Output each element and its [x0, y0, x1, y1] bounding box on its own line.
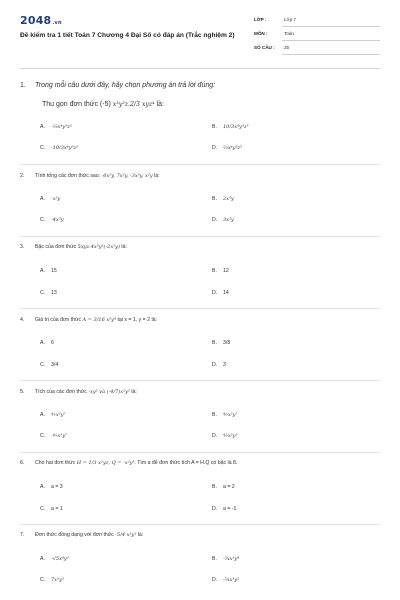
question-divider	[20, 452, 380, 453]
option-4b[interactable]	[212, 340, 230, 346]
option-value: 12	[223, 268, 229, 274]
option-expression: -⁴⁄₇x³y⁷	[51, 433, 68, 439]
question-lead: Giá trị của đơn thức	[35, 317, 82, 323]
question-number: 5.	[20, 389, 25, 395]
option-value: 3	[223, 362, 226, 368]
option-value: 15	[51, 268, 57, 274]
question-end: tại x = 1, y = 2 là:	[117, 317, 157, 323]
question-number: 6.	[20, 460, 25, 466]
option-letter: C.	[40, 362, 46, 368]
subtext-lead: Thu gọn đơn thức (-5)	[42, 101, 111, 108]
option-expression: ⁴⁄₇x³y⁵	[223, 433, 238, 439]
option-letter: A.	[40, 196, 45, 202]
option-letter: B.	[212, 484, 217, 490]
meta-underline	[282, 54, 380, 55]
question-end: là:	[154, 173, 160, 179]
option-expression: ⁴⁄₇x²y⁷	[223, 412, 238, 418]
option-letter: D.	[212, 577, 218, 583]
option-expression: -10/3x⁴y³z⁵	[51, 145, 79, 151]
meta-label: MÔN :	[254, 31, 268, 36]
option-value: a = 2	[223, 484, 235, 490]
option-6a[interactable]	[40, 484, 63, 490]
option-7a[interactable]	[40, 556, 69, 562]
option-letter: C.	[40, 290, 46, 296]
option-letter: D.	[212, 145, 218, 151]
option-expression: -x⁵y	[51, 196, 61, 202]
option-5d[interactable]	[212, 433, 238, 439]
meta-label: LỚP :	[254, 17, 267, 22]
site-logo[interactable]	[20, 14, 62, 27]
meta-underline	[282, 40, 380, 41]
option-value: a = 1	[51, 506, 63, 512]
option-7b[interactable]	[212, 556, 239, 562]
option-expression: -⁵⁄₄x³y²	[223, 577, 240, 583]
option-3d[interactable]	[212, 290, 229, 296]
option-expression: 3x⁵y	[223, 217, 234, 223]
question-text: Trong mỗi câu dưới đây, hãy chọn phương án trả lời đúng:	[35, 82, 216, 89]
option-1c[interactable]	[40, 145, 78, 151]
logo-main: 2048	[20, 14, 52, 27]
meta-value: Lớp 7	[284, 17, 296, 22]
header-divider	[20, 68, 380, 69]
question-number: 2.	[20, 173, 25, 179]
option-letter: A.	[40, 268, 45, 274]
question-divider	[20, 164, 380, 165]
option-2c[interactable]	[40, 217, 64, 223]
question-expression: 5xyz.4x³y²(-2x²y)	[77, 244, 120, 250]
question-expression: A = 3/16 x⁵y⁴	[82, 317, 116, 323]
option-expression: -4x⁵y	[51, 217, 64, 223]
question-number: 4.	[20, 317, 25, 323]
question-end: . Tìm a để đơn thức tích A = H.Q có bậc là 8.	[134, 460, 238, 466]
meta-value: 25	[284, 45, 290, 50]
option-1d[interactable]	[212, 145, 242, 151]
option-letter: D.	[212, 362, 218, 368]
option-value: a = 3	[51, 484, 63, 490]
question-text	[35, 389, 137, 395]
option-3a[interactable]	[40, 268, 57, 274]
question-divider	[20, 236, 380, 237]
question-end: là:	[137, 532, 144, 538]
option-letter: D.	[212, 290, 218, 296]
option-letter: A.	[40, 124, 45, 130]
option-expression: 7x³y³	[51, 577, 64, 583]
question-number: 1.	[20, 82, 26, 89]
meta-underline	[282, 26, 380, 27]
option-4c[interactable]	[40, 362, 58, 368]
question-text	[35, 244, 127, 250]
subtext-end: là:	[156, 101, 164, 108]
option-value: 14	[223, 290, 229, 296]
option-letter: B.	[212, 124, 217, 130]
meta-class	[254, 17, 380, 27]
option-value: 3/8	[223, 340, 231, 346]
option-expression: 10/3x⁴y³z⁵	[223, 124, 249, 130]
option-letter: D.	[212, 433, 218, 439]
option-4a[interactable]	[40, 340, 54, 346]
option-letter: B.	[212, 556, 217, 562]
question-lead: Tính tổng các đơn thức sau:	[35, 173, 101, 179]
option-value: 13	[51, 290, 57, 296]
option-expression: 2x⁵y	[223, 196, 234, 202]
subtext-expression: x³y²z.2/3 xyz⁴	[112, 101, 155, 108]
option-6b[interactable]	[212, 484, 235, 490]
option-letter: C.	[40, 433, 46, 439]
option-3c[interactable]	[40, 290, 57, 296]
option-letter: B.	[212, 340, 217, 346]
option-4d[interactable]	[212, 362, 226, 368]
option-3b[interactable]	[212, 268, 229, 274]
question-lead: Bậc của đơn thức	[35, 244, 77, 250]
option-expression: ⁴⁄₇x³y⁷	[51, 412, 66, 418]
option-expression: -⁵⁄₄x³y⁴	[223, 556, 240, 562]
question-divider	[20, 524, 380, 525]
option-2d[interactable]	[212, 217, 234, 223]
question-text	[35, 317, 157, 323]
question-lead: Cho hai đơn thức	[35, 460, 76, 466]
question-number: 7.	[20, 532, 25, 538]
question-expression: -5/4 x³y²	[115, 532, 137, 538]
question-divider	[20, 308, 380, 309]
option-2a[interactable]	[40, 196, 60, 202]
question-expression: -6x⁵y, 7x⁵y, -3x⁵y, x⁵y	[101, 173, 153, 179]
question-text	[35, 460, 237, 466]
question-text	[35, 532, 143, 538]
question-end: là:	[131, 389, 137, 395]
option-1a[interactable]	[40, 124, 72, 130]
meta-subject	[254, 31, 380, 41]
option-expression: ⅔x⁴y³z⁵	[223, 145, 243, 151]
question-subtext	[42, 101, 164, 108]
document-title: Đề kiểm tra 1 tiết Toán 7 Chương 4 Đại Số có đáp án (Trắc nghiệm 2)	[20, 32, 235, 39]
option-letter: C.	[40, 506, 46, 512]
option-expression: -√5x⁴y³	[51, 556, 69, 562]
logo-suffix: .vn	[52, 20, 62, 26]
option-1b[interactable]	[212, 124, 249, 130]
option-letter: B.	[212, 196, 217, 202]
option-letter: D.	[212, 217, 218, 223]
option-5a[interactable]	[40, 412, 66, 418]
option-letter: A.	[40, 412, 45, 418]
option-2b[interactable]	[212, 196, 234, 202]
option-6d[interactable]	[212, 506, 236, 512]
option-expression: -⅔x⁴y³z⁵	[51, 124, 72, 130]
question-lead: Tích của các đơn thức	[35, 389, 87, 395]
option-letter: A.	[40, 484, 45, 490]
option-value: 6	[51, 340, 54, 346]
option-letter: C.	[40, 145, 46, 151]
option-letter: A.	[40, 556, 45, 562]
option-letter: A.	[40, 340, 45, 346]
option-5c[interactable]	[40, 433, 67, 439]
question-expression: H = 1/3 x²yz, Q = -x²y³	[76, 460, 135, 466]
question-lead: Đơn thức đồng dạng với đơn thức	[35, 532, 114, 538]
option-letter: B.	[212, 412, 217, 418]
option-7d[interactable]	[212, 577, 239, 583]
meta-label: SỐ CÂU :	[254, 45, 275, 50]
question-text	[35, 173, 160, 179]
question-expression: -xy² và (-4/7)x²y⁵	[88, 389, 130, 395]
meta-value: Toán	[284, 31, 294, 36]
option-letter: B.	[212, 268, 217, 274]
question-divider	[20, 380, 380, 381]
meta-question-count	[254, 45, 380, 55]
option-value: a = -1	[223, 506, 237, 512]
option-value: 3/4	[51, 362, 59, 368]
option-6c[interactable]	[40, 506, 63, 512]
question-number: 3.	[20, 244, 25, 250]
option-letter: C.	[40, 217, 46, 223]
option-5b[interactable]	[212, 412, 238, 418]
question-end: là:	[121, 244, 127, 250]
option-7c[interactable]	[40, 577, 64, 583]
option-letter: D.	[212, 506, 218, 512]
option-letter: C.	[40, 577, 46, 583]
